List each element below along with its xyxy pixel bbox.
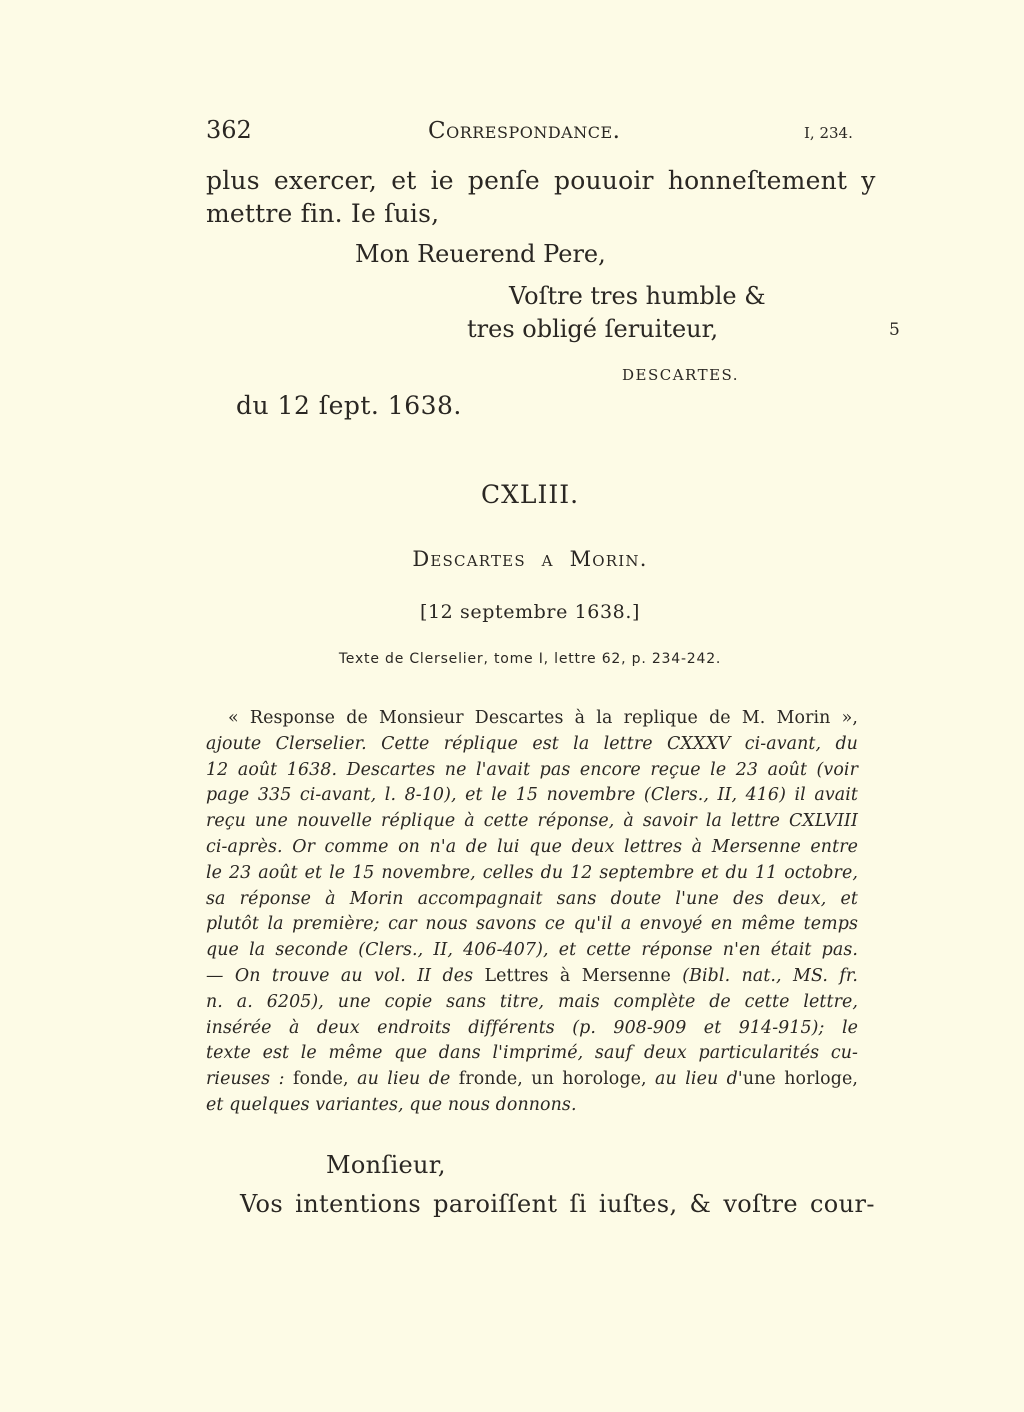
intro-text-run: 12 août 1638. Descartes ne l'avait pas encore reçue le 23 août (voir xyxy=(206,759,858,780)
volume-reference: I, 234. xyxy=(804,124,853,142)
running-title: Correspondance. xyxy=(428,118,621,144)
intro-line xyxy=(206,990,858,1016)
intro-line xyxy=(206,706,858,732)
letter-first-line: Vos intentions paroiſſent ſi iuſtes, & voſtre cour- xyxy=(240,1190,875,1218)
intro-line xyxy=(206,809,858,835)
intro-text-run: ci-après. Or comme on n'a de lui que deux lettres à Mersenne entre xyxy=(206,836,858,857)
closing-formula-2: tres obligé ſeruiteur, xyxy=(467,315,719,343)
editorial-introduction xyxy=(206,706,858,1119)
intro-line xyxy=(206,1041,858,1067)
body-line-2: mettre fin. Ie ſuis, xyxy=(206,199,440,228)
body-line-1: plus exercer, et ie penſe pouuoir honneſtement y xyxy=(206,166,876,195)
intro-text-run: (Bibl. nat., MS. fr. xyxy=(670,965,858,986)
letter-number: CXLIII. xyxy=(480,480,580,509)
page-number: 362 xyxy=(206,116,252,144)
letter-salutation: Monſieur, xyxy=(326,1151,446,1179)
intro-line xyxy=(206,732,858,758)
intro-line xyxy=(206,861,858,887)
intro-line xyxy=(206,912,858,938)
intro-text-run: fronde, un horologe, xyxy=(458,1069,647,1090)
intro-text-run: « Response de Monsieur Descartes à la replique de M. Morin », xyxy=(228,708,858,728)
letter-address: Descartes a Morin. xyxy=(412,547,648,571)
intro-line xyxy=(206,1093,858,1119)
intro-text-run: sa réponse à Morin accompagnait sans doute l'une des deux, et xyxy=(206,888,858,909)
intro-line xyxy=(206,835,858,861)
intro-line xyxy=(206,758,858,784)
intro-text-run: texte est le même que dans l'imprimé, sauf deux particularités cu- xyxy=(206,1043,858,1064)
letter-date: [12 septembre 1638.] xyxy=(419,601,641,623)
intro-line xyxy=(206,887,858,913)
intro-text-run: le 23 août et le 15 novembre, celles du 12 septembre et du 11 octobre, xyxy=(206,862,858,883)
intro-line xyxy=(206,938,858,964)
intro-text-run: rieuses : xyxy=(206,1069,294,1090)
intro-text-run: au lieu d' xyxy=(646,1069,743,1090)
intro-line xyxy=(206,1016,858,1042)
closing-formula-1: Voſtre tres humble & xyxy=(509,282,766,310)
letter-source: Texte de Clerselier, tome I, lettre 62, p. 234-242. xyxy=(338,651,722,667)
intro-text-run: et quelques variantes, que nous donnons. xyxy=(206,1094,577,1115)
letter-date-line: du 12 ſept. 1638. xyxy=(236,391,462,420)
intro-line xyxy=(206,1067,858,1093)
intro-text-run: que la seconde (Clers., II, 406-407), et cette réponse n'en était pas. xyxy=(206,940,858,961)
intro-text-run: ajoute Clerselier. Cette réplique est la lettre CXXXV ci-avant, du xyxy=(206,733,858,754)
intro-text-run: reçu une nouvelle réplique à cette réponse, à savoir la lettre CXLVIII xyxy=(206,811,858,832)
intro-text-run: au lieu de xyxy=(348,1069,459,1090)
intro-text-run: — On trouve au vol. II des xyxy=(206,965,485,986)
intro-text-run: plutôt la première; car nous savons ce qu'il a envoyé en même temps xyxy=(206,914,858,935)
intro-line xyxy=(206,964,858,990)
intro-text-run: Lettres à Mersenne xyxy=(484,965,671,986)
intro-text-run: une horloge, xyxy=(742,1069,858,1090)
intro-text-run: fonde, xyxy=(293,1069,349,1090)
intro-text-run: insérée à deux endroits différents (p. 908-909 et 914-915); le xyxy=(206,1017,858,1038)
intro-line xyxy=(206,783,858,809)
margin-line-number: 5 xyxy=(889,320,900,340)
closing-salutation: Mon Reuerend Pere, xyxy=(355,240,606,268)
intro-text-run: page 335 ci-avant, l. 8-10), et le 15 novembre (Clers., II, 416) il avait xyxy=(206,785,858,806)
signature: DESCARTES. xyxy=(622,366,740,384)
intro-text-run: n. a. 6205), une copie sans titre, mais complète de cette lettre, xyxy=(206,991,858,1012)
